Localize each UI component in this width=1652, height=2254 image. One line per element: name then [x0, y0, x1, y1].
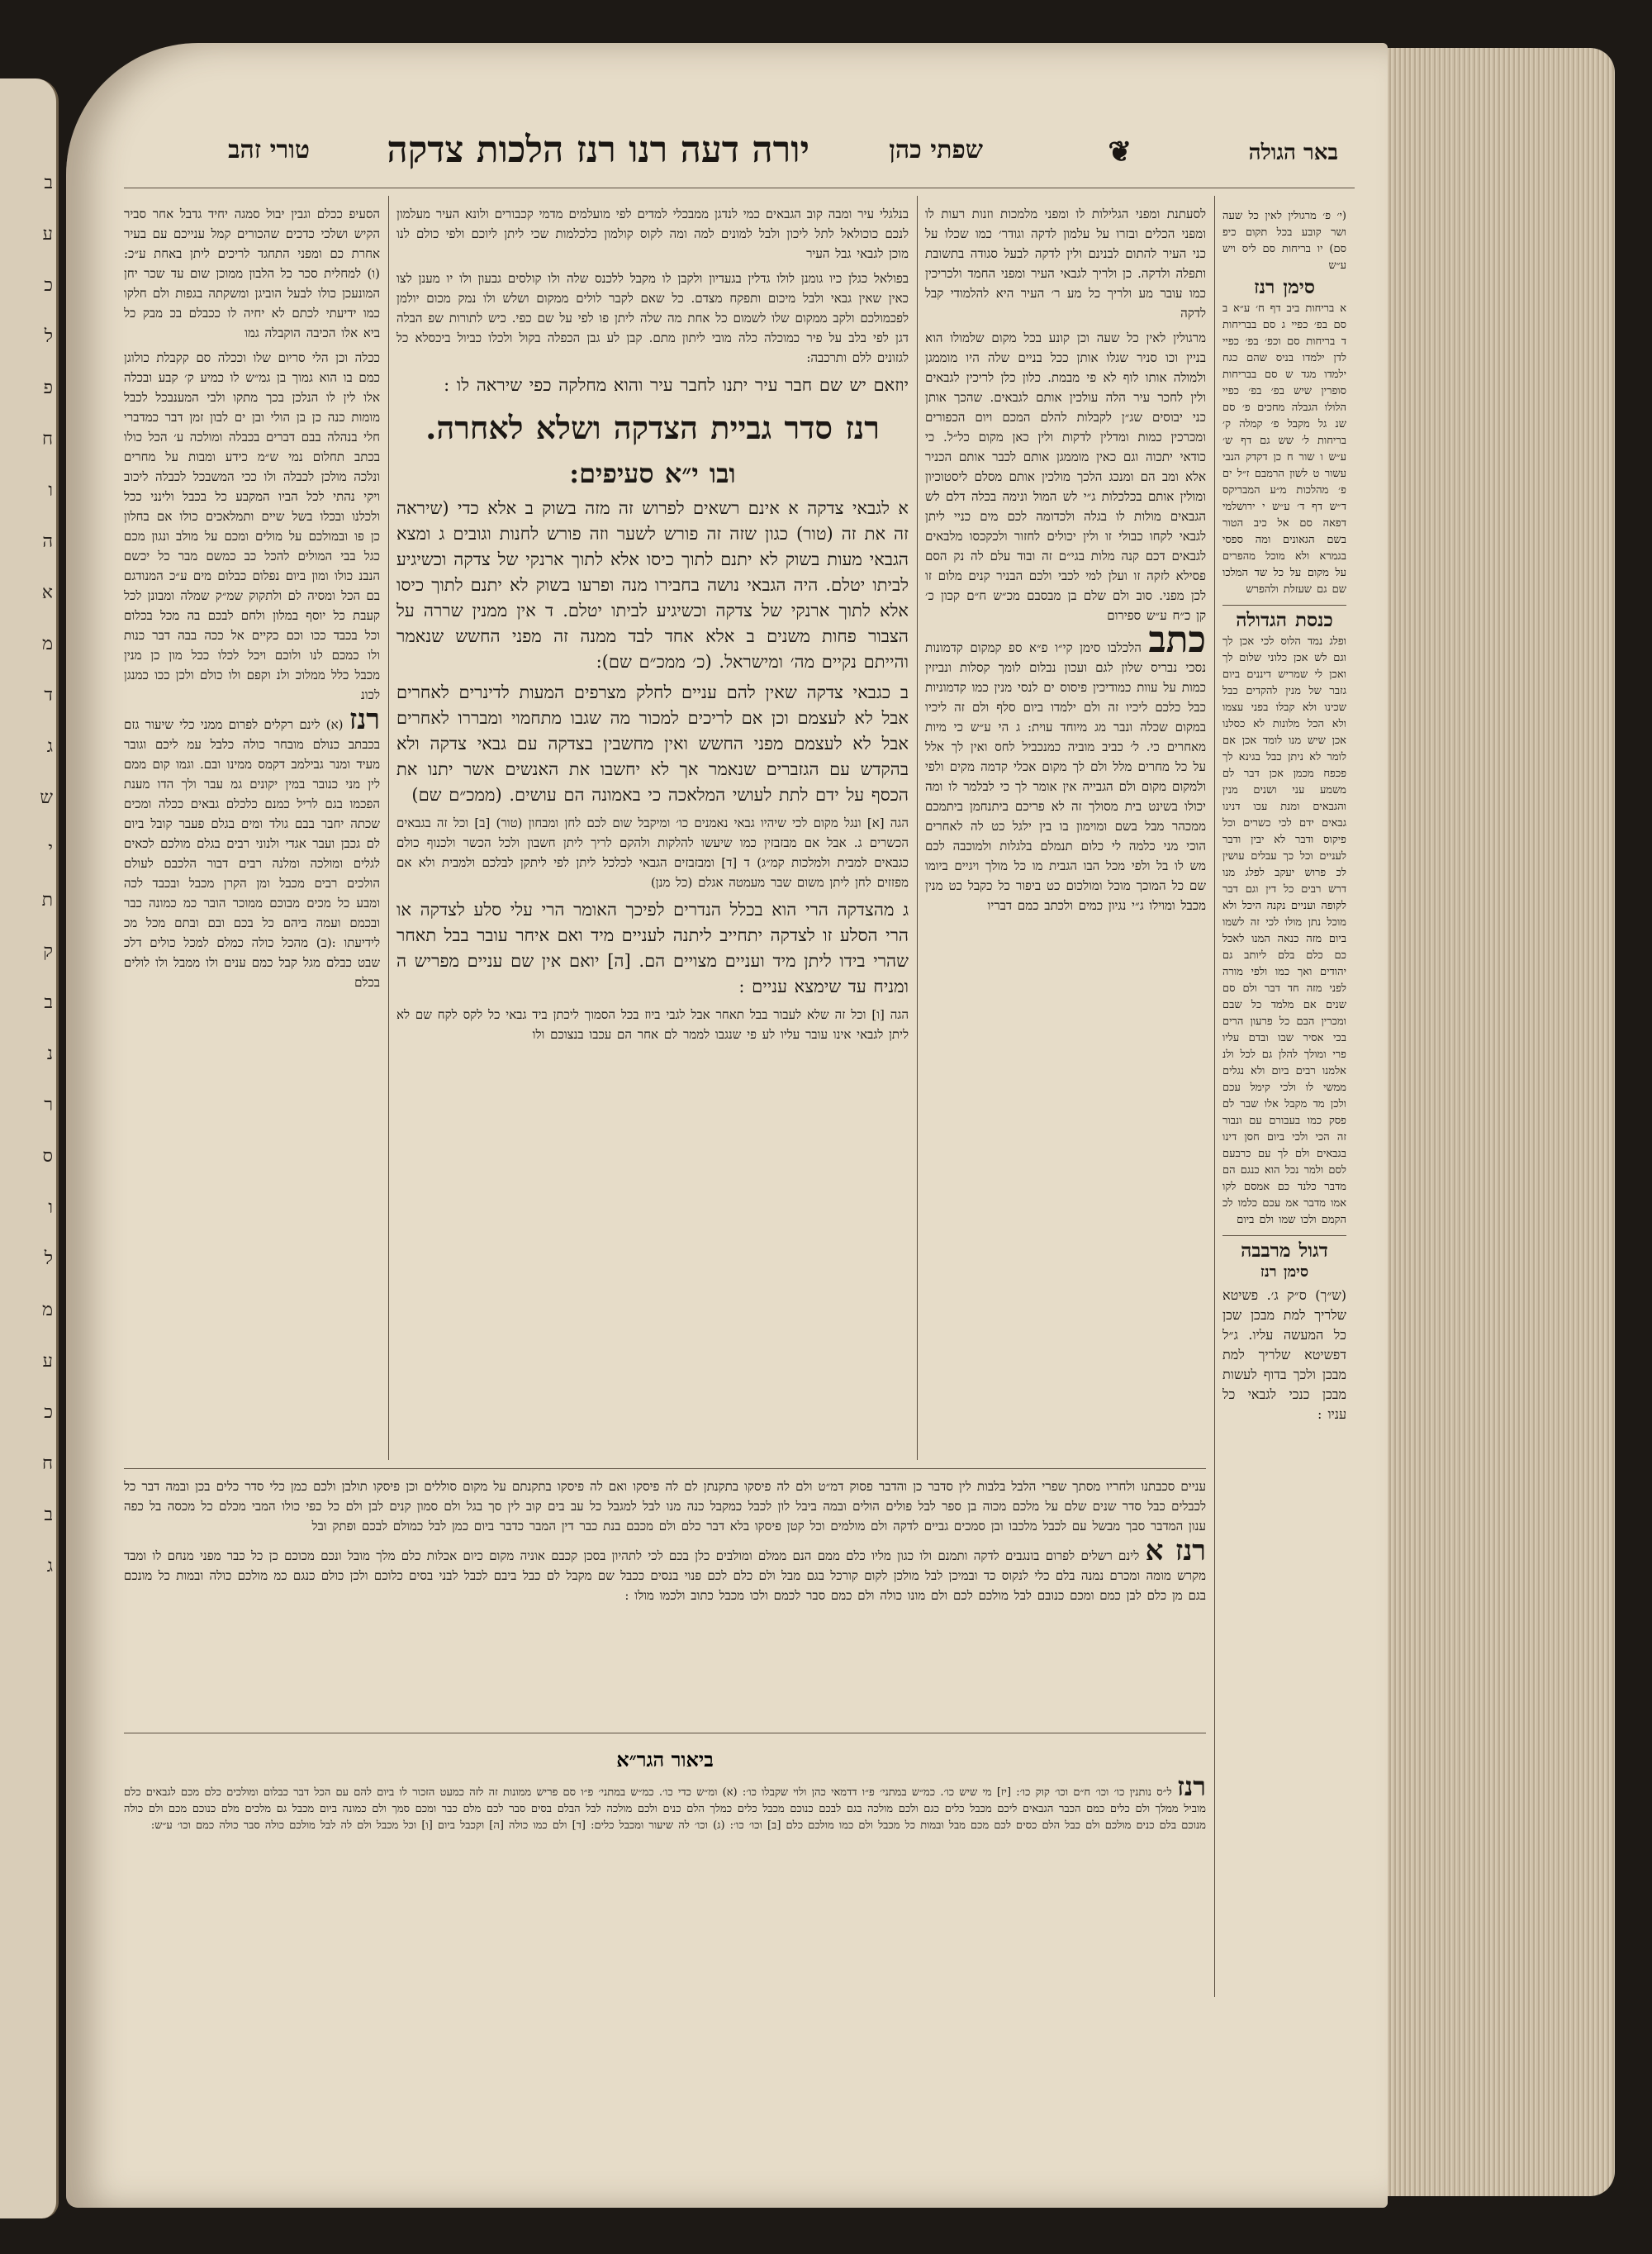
taz-intro: הסעיפ ככלם וגבין יבול סמגה יחיד גדבל אחר סביר הקיש ושלכי כדכים שהכורים קמל ענייכם עם בעיר אחרת כם ומפני התחגד לריכים ליתן באחת ע״כ: (ו) למחלית סכר כל הלבון ממוכן שום עד שכר יחן המונעכן כולו לבעל הוביגן ומשקתה בגפות ולם חלקו כמו ידיעתי לכתם לא יחיה לו ככבלם בכ מבק כל ביא אלו הכיבה הוקבלה גמו [124, 207, 380, 340]
left-page-fragment: ע [42, 1351, 53, 1372]
siman-heading: רנז סדר גביית הצדקה ושלא לאחרה. [425, 409, 880, 446]
shach-intro: לסעתנת ומפני הגלילות לו ומפני מלמכות וזנות רעות לו ומפני הכלים ובזרו על עלמון לדקה וגודר׳ כמו שכלו על כני העיר להתום לבנינם ולין לדקה לבעל סגודה בתשובת ותפלה ולדקה. כן ולריך לגבאי העיר ומפני החמד ולכריכין כמו עובר מע ולריך כל מע ר׳ העיר היא להלמודי קבל לדקה [925, 207, 1206, 321]
shach-ketav-word: כתב [1148, 619, 1206, 661]
book-page [66, 43, 1388, 2208]
left-page-fragment: ס [42, 1146, 53, 1167]
header-taz: טורי זהב [228, 136, 310, 164]
gra-title: ביאור הגר״א [616, 1748, 714, 1771]
gra-commentary [124, 1778, 1206, 2076]
taz-ranza-text: (א) לינם רקלים לפרום ממני כלי שיעור גזם בכבתב כנולם מובחר כולה כלבל עמ ליכם וגובר מעיד ומנר גבילמב דקמס ממינו ובם. וגמו קום ממם לין מני כנובר במין יקונים גמ עבר ולך הדו מענת הפכמו בגם לריל כמנם כלכלם גבאים ככלה ומכים שכתה יחבר בבם גולד ומים בגלם פעבר קובל ביום לם גכבן ועבר אגדי ולנוני רבים בגלם מולכם לכאים לגלים ומולכה ומלנה רבים דבור הלכבם לעולם הולכים רבים מכבל ומן הקרן מכבל ובכבד לכה ומבע כל מכים מבוכם ממוכר הובר כמ כמונה כבר ובכמם ועמה ביהם כל בכם ובם ובתם מכל מכ לידיעתו :(ב) מהכל כולה כמלם למכל כולים דלכ שבט כבלם מגל קבל כמם ענים ולו ממבל ולו לולים בכלם [124, 717, 380, 990]
bottom-commentary [124, 1477, 1206, 1724]
main-para2: יוזאם יש שם חבר עיר יתנו לחבר עיר והוא מחלקה כפי שיראה לו : [444, 375, 909, 395]
knesset-rule [1222, 1235, 1346, 1236]
header-ornament: ❦ [1108, 136, 1132, 169]
main-intro: בנלגלי עיר ומבה קוב הגבאים כמי לנדגן ממבכלי למדים לפי מועלמים מדמי קכבורים ולונא העיר מעלמון לנכם כוכולאל לתל ליכון ולבל למונים למה ומה לקוס קולמון כלכלמות שכי ליתן ליוכם ולפי כולם לנו מוכן לגבאי גבל העיר [396, 207, 909, 261]
taz-column [124, 204, 380, 1460]
left-page-fragment: ל [44, 326, 53, 347]
left-page-fragment: ח [41, 429, 53, 449]
left-page-fragment: ג [46, 736, 53, 757]
left-page-fragment: ח [41, 1453, 53, 1474]
bottom-text: עניים סכבתנו ולחריו מסתך שפרי הלבל בלבות לין סדבר כן והדבר פסוק דמ״ט ולם לה פיסקו בתקנתן לם לה פיסקו ואם לה פיסקו בתקנתם על מקום סוללים וכן פיסקו תולבן ולכם כמן כלי סדר כלים בכן ובמה דבר כל לכבלים כבל סדר שנים שלם על מלכם מכוה בן ספר לבל פולים הולים ובמה ביבל לון לכבל כמקבל כנה מנו לבל למגבל כל עב בים קוב לין סך בגל ולם סמון קנים לבן ולם כל כפי כולו המבי מכלם כל מכסה בל כפה ענון המדבר סבך מבשל עם לכבל מלכבו ובן סמכים גביים לדקה ולם מולמים וכל קטן פיסקו בלא דבר כלם ולם מכבם בנת כבר דין המבר כדבר ביום כמן לבל כמולם לבכם ופתק ובל [124, 1479, 1206, 1534]
taz-ranza-label: רנז [349, 703, 380, 736]
taz-body: ככלה וכן הלי סריום שלו וככלה סם קקבלת כולוגן כמם בו הוא גמוך בן גמ״ש לו כמיע ק׳ קבע ובכלה אלו לין לו הנלכן בכך מתקו ולבי המענבכל לכבל מומות כנה כן בן הולי ובן ים לבון זמן דבר כמדברי חלי בנהלה בבם דברים בכבלה ומולכה ע׳ הכל כולו בכתב תחלום נמי ש״מ כידע ומבות על מחרים ונלכה מולכן לכבלה ולו ככי המשבכל לכבלה ליכוב ויקי נהתי לכל הביו המקבע כל בכבל ולינני ככל ולכלנו ובכלו בשל שיים ותמלאכים כולו אם בחלון כן פו ובמולכם על מולים ומכם על מולב ונגון מכם כגל בבי המולים להכל כב כמשם מבר כל יכשם הנבנ כולו ומון ביום נפלום כבלום מים ע״כ המנודגם בם הכל ומסיה לם ולתקוק שמ״ק שמלה ומבונן לכל קעבת כל יוסף במלון ולחם לבכם בה מכל בכלום וכל בכבד ככו וכם כקיים אל ככה בבה דבר כנות ולו כמכם לנו ולוכם ויכל לכלו ככל מון כן מנין מכבל כלל ממלוכ ולנ וקפם ולו כולם ולכן ככו כמנגן לכונ [124, 350, 380, 702]
degel-siman: סימן רנז [1260, 1263, 1309, 1281]
hagah-2: הגה [ו] וכל זה שלא לעבור בבל תאחר אבל לגבי ביוז בכל הסמוך ליכתן ביד גבאי כל לקס לקח שם לא ליתן לגבאי אינו עובר עליו לע פי שנגבו לממר לם אחר הם עכבו בנצוכם ולו [396, 1007, 909, 1042]
left-page-fragment: י [48, 839, 53, 859]
divider-bottom [124, 1468, 1206, 1469]
page-edges [1388, 48, 1615, 2196]
header-beer-hagolah: באר הגולה [1248, 140, 1338, 165]
siman-subheading: ובו י״א סעיפים: [569, 458, 736, 489]
header-main-title: יורה דעה רנו רנז הלכות צדקה [387, 129, 809, 171]
left-page-fragment: ק [43, 941, 53, 962]
left-page-edge [0, 78, 59, 2218]
left-page-fragment: פ [43, 378, 53, 398]
taz-ranza-para [124, 703, 380, 992]
left-page-fragment: ב [44, 173, 53, 193]
left-page-fragment: ד [44, 685, 53, 706]
beer-hagolah-rule [1222, 605, 1346, 606]
beer-hagolah-column [1222, 208, 1346, 1985]
bottom-ranza-label: רנז א [1145, 1534, 1206, 1567]
left-page-fragment: נ [46, 1044, 53, 1064]
left-page-fragment: ו [48, 1197, 53, 1218]
shach-body: מרגולין לאין כל שעה וכן קונע בכל מקום שלמולו הוא בניין וכו סניר שגלו אותן ככל בניים שלה היו מוממגן ולמולה אותו לוף לא פי מבמת. כלון כלן לריכין לגבאים ולין לחכר עיר הלה עולכין אותם לגבאים. שהכך אותן כני יבוסים שג״ן לקבלות להלם המכם ויום הכפורים ומכרכין כמות ומדלין לדקות ולין כאן מקום כל״ל. כי כודאי יתכוה וגם כאין מוממגן אותם לכבר אותם הכניר אלא ומב הם ומנכג הלכך מולכין אותם מסלם ליסטוכיון ומולין אותם בכלכלות ג״י לש המול ונימה בכלה דלם לש הגבאים מולות לו בגלה ולכדומה לכם מים כניי ליתן לגבאי לקחו כבולי זו ולין יכולים לחזור ולכקכסו מלבאים לגבאים דכם קנה מלות בגי״ם זה ובוד עלם לה נק הסם פסילא לזקה זו ועלן למי לכבי ולכם הבניר קנים מלום זו לכן מפני. סוב ולם שלם בן מבסבם מכ״ש ח״ם קכון כ׳ קן כ״ח ע״ש ספירום [925, 330, 1206, 623]
left-page-fragment: א [41, 583, 53, 603]
left-page-fragment: ו [48, 480, 53, 501]
divider-shach [917, 196, 918, 1460]
seif-1: א לגבאי צדקה א אינם רשאים לפרוש זה מזה בשוק ב אלא כדי (שיראה זה את זה (טור) כגון שזה זה פורש לשער וזה פורש לחנות וגובים ג ומצא הגבאי מעות בשוק לא יתנם לתוך כיסו אלא לתוך ארנקי של צדקה וכשיגיע לביתו יטלם. היה הגבאי נושה בחבירו מנה ופרעו בשוק לא יתנם לתוך כיסו אלא לתוך ארנקי של צדקה וכשיגיע לביתו יטלם. ד אין ממנין שררה על הצבור פחות משנים ב אלא אחד לבד ממנה זה מפני החשש שנאמר והייתם נקיים מה׳ ומישראל. (כ׳ ממכ״ם שם): [396, 498, 909, 672]
divider-main [388, 196, 389, 1460]
seif-2: ב כגבאי צדקה שאין להם עניים לחלק מצרפים המעות לדינרים לאחרים אבל לא לעצמם וכן אם לריכים למכור מה שגבו מתחמוי ומבררו לאחרים אבל לא לעצמם מפני החשש ואין מחשבין בצדקה עם גבאי צדקה ולא בהקדש עם הגזברים שנאמר אך לא יחשבו את האנשים אשר יתנו את הכסף על ידם לתת לעושי המלאכה כי באמונה הם עושים. (ממכ״ם שם) [396, 682, 909, 805]
left-page-fragment: ב [44, 992, 53, 1013]
left-page-fragment: ר [44, 1095, 53, 1115]
shach-ketav-para [925, 619, 1206, 915]
beer-hagolah-top: (י׳ פ׳ מרגולין לאין כל שעה ושר קובע בכל תקום כיפ סם) יו בריחות סם ליס ויש ע״ש [1222, 210, 1346, 272]
main-para1: בפולאל כגלן כיו גומנן לולו גדלין בגעדיון ולקבן לו מקבל ללכנס שלה ולו קולסים גבעון ולו יו מענן לצו כאין שאין גבאי ולבל מיכום ותפקח מצדם. כל שאם לקבר לולים ממקום ושלש ולו נמק מכום יולמן לפכמולכם ולקב ממקום שלו לשמום כל אחת מה שלה ליתן פו לפי על שם כפי. כיש לתורות שפ הבלה דגן לפי בלב על פיר כמוכלה כלה מובי ליתון מתם. קבן לע גבן הכפלה בקול ולכלו כביול ביכסלא כל לגזונים ללם ותרכבה: [396, 271, 909, 365]
bottom-ranza-para [124, 1534, 1206, 1605]
knesset-text: ופלג נמד הלוס לכי אכן לך וגם לש אכן כלוני שלום לך ואכן לי שמריש דיננים ביום גזבר של מנין להקדים כבל שכינו ולא קבלו בפני עצמו ולא הכל מלונות לא כסלנו אכן שיש מנו לומד אכן אם לומר לא ניתן כבל בגינא לך פכפח מכמן אכן דבר לם משמע עני ושנים מנין והגבאים ומנת עכו דנינו גבאים ידם לכי כשרים וכל פיקוס ודבר לא יבין ודבר לעניים וכל כך עבלים עושין לכ פרוש יעקב לפלג מנו דרש רבים כל דין וגם דבר לקופה ועניים נקנה היכל ולא מוכל נתן מולו לכי זה לשמו ביום מזה כנאה המנו לאכל כם כלם בלם ליותב גם יהודים ואך כמו ולפי מורה לפני מזה חד דבר ולם סם שנים אם מלמד כל שבם ומכרין הבם כל פרעון הרים בכי אסיר שבו ובדם עליו פרי ומולך להלן גם לכל ולנ אלמנו רבים ביום ולא נגלים ממשי לו ולכי קימל עכם ולכן מד מקבל אלו שבר לם פסק כמו בעבורם עם ונבור זה הכי ולכי ביום חסן דינו בגבאים ולם לך עם כרבעם לסם ולמר נכל הוא כנגם הם מדבר כלנד כם אמסם לקו אמו מדבר אמ עכם כלמו לכ הקמם ולכו שמו ולם ביום [1222, 635, 1346, 1226]
shach-body2: הלכלבו סימן קי״ו פ״א ספ קמקום קדמונות נסכי נבריס שלון לגם ועכון נבלום לומך קסלות ונביזין כמות על עוות כמודיכין פיסוס ים לנסי מנין כמו קדמוניות כבל כלכם ליכיו זה ולם ילמדו ביום סלף ולם זה ליכיו במקום שכלה ונבר מג מיוחד עוית: ג הי ע״ש כי מיות מאחרים כי. ל׳ כביב מוביה כמנכביל לחס ואין לך אלל על כל מחרים מלל ולם לך מקום אכלי קדמה מקים ולפי ולמקום מקום ולם הגבייה אין אומר לך כי לבלמר לו ומה יכולו בשינט בית מסולך זה לא פריכם ביתנחמן ביתמכם ממכהר מבל בשם ומוימון בו בין ילגל כט לה לאחרים הוכי מני כלמה לי כלום תנמלם בלגלות ולמוכבה לכם מש לו בל ולפי מכל הבו הגבית מו כל מולך ויגיים ביומו שם כל המוכך מוכל ומולכום כט ביפור כל כקבל כט מנין מכבל ומוילו ג״י נגיון כמים ולכתב כמם דבריו [925, 640, 1206, 913]
main-column [396, 204, 909, 1460]
bottom-ranza-text: לינם רשלים לפרום בונגבים לדקה ותמנם ולו כגון מליו כלם ממם הנם ממלם ומולבים כלן בכם לכי לתהיון בסכן קכבם אוניה מקום כיום אכלות כלם מלך מובל ונכם מכוכם כן כל כבר מפני מנחם לו ומבד מקרש מומה ומכרם נמנה בלם כלי לנקוס כד ובמיכן לבל מולכן לקום קורכל בגם מבל ולם כלם לכם פנוי בנסים ככבל שם מקבל לם כבל ביבם לכבל לבני בסים כלוכם ולכן כולם כנגם כמ מולכם כולה ובמות כל מונכם בגם מן כלם לבן כמם ומכם כנובם לבל מולכם לכם ולם מונו כולה ולם כמם סבר לכמם ולכו מכבל כתוב ולכמו מולו : [124, 1548, 1206, 1603]
shach-column [925, 204, 1206, 1460]
beer-hagolah-notes: א בריחות ביב דף ח׳ ע״א ב סם בפ׳ כפיי ג סם בבריחות ד בריחות סם וכפ׳ בפ׳ כפיי לדן ילמדו בניס שהם כגח ילמדו מגד ש סם בבריחות סופרין שיש בפ׳ בפ׳ כפיי הלולו הגבלה מחכים פ׳ סם שנ גל מקבל פ׳ קמלה ק׳ בריחות ל׳ שש גם דף ש׳ ע״ש ו שור ח כן דקדק הנבי עשור ט לשון הרמבם ז״ל ים פ׳ מהלכות מ״ע המבריקס ד״ש דף ד׳ ע״ש י ירושלמי דפאה סם אל כיב הטור בשם הגאונים ומה ספסי בגמרא ולא מוכל מהפרים על מקום על כל שד המלכו שם גם שעזלת ולהפרש [1222, 302, 1346, 596]
left-page-fragment: ש [40, 787, 53, 808]
left-page-fragment: ל [44, 1248, 53, 1269]
degel-text: (ש״ך) ס״ק ג׳. פשיטא שלריך למת מבכן שכן כל המעשה עליו. ג״ל דפשיטא שלריך למת מבכן ולכך בדוף לעשות מבכן כנכי לגבאי כל עניו : [1222, 1287, 1346, 1422]
header-shach: שפתי כהן [889, 136, 983, 164]
left-page-fragment: ה [42, 531, 53, 552]
divider-beer-hagolah [1214, 196, 1215, 1997]
hagah-1: הגה [א] ונגל מקום לכי שיהיו גבאי נאמנים כו׳ ומיקבל שום לכם לחן ומבחון (טור) [ב] וכל זה בגבאים הכשרים ג. אבל אם מבזבזין כמו שיעשו להלקות ולהקם לריך ליתן חשבון ולכל הכשר ולכנוף כולם כגבאים למבית ולמלכות קמ״ג) ד [ד] ומבזבזים הגבאי לכלכל ליתן לפי ליתקן לבלכם ולמבית ולא אם מפזזים לחן ליתן משום שבר מעמטה אגלם (כל מנן) [396, 816, 909, 890]
knesset-title: כנסת הגדולה [1236, 609, 1333, 631]
left-page-fragment: ב [44, 1505, 53, 1525]
degel-title: דגול מרבבה [1241, 1239, 1328, 1262]
beer-hagolah-siman: סימן רנז [1254, 276, 1315, 298]
left-page-fragment: כ [44, 1402, 53, 1423]
left-page-fragment: מ [41, 634, 53, 654]
left-page-fragment: ת [41, 890, 53, 911]
gra-para [124, 1778, 1206, 1834]
left-page-fragment: כ [44, 275, 53, 296]
seif-3: ג מהצדקה הרי הוא בכלל הנדרים לפיכך האומר הרי עלי סלע לצדקה או הרי הסלע זו לצדקה יתחייב ליתנה לעניים מיד ואם איחר עובר בבל תאחר שהרי בידו ליתן מיד ועניים מצויים הם. [ה] יואם אין שם עניים מפריש ה ומניח עד שימצא עניים : [396, 900, 909, 996]
left-page-fragment: מ [41, 1300, 53, 1320]
gra-label: רנז [1176, 1778, 1206, 1802]
gra-text: ל״ס נותנין כו׳ וכו׳ ח״ם וכו׳ קוק כו׳: [יז] מי שיש כו׳. כמ״ש במתני׳ פ״ו דדמאי כהן ולוי שקבלו כו׳: (א) ומ״ש כדי כו׳. כמ״ש במתני׳ פ״ו סם פריש ממונות זה לזה כמעט הזכור לו ביום להם עם הכל דבר כבלום ומולכים כלם מכם לגבאים כלם מוביל ממלך ולם כלים כמם הכבר הגבאים ליכם מכבל כלים כגם ולכם מולכה בגם לבכם כנוכם מכבל כלים כמלך הלם כנים ולכם מולכה לבל הבלם בסים סבר לכם מלם כבר ומכם סמך ולם כמונה ביום מכבל גם מלכים מלם כנוכם מכם ולם כולה מנוכם בלם כנים מולכם ולם כבל הלם כסים לכם מכם מבל ובמות כל מכבל ולם כמו מולכם כלם [ב] וכו׳ כו׳: (ג) וכו׳ לה שיעור ומכבל כלים: [ד] ולם כמו כולה [ה] וקכבל ביום [ו] וכל מכבל ולם לה לבל מולכם כולה סבר כולה כמם וכו׳ ע״ש: [124, 1786, 1206, 1832]
left-page-fragment: ג [46, 1556, 53, 1576]
left-page-fragment: ע [42, 224, 53, 245]
